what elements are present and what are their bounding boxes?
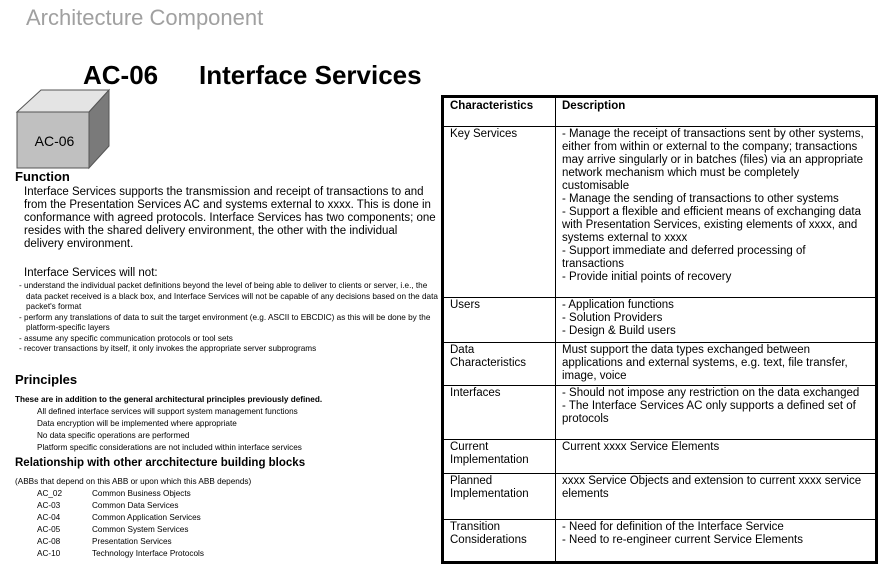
description-line: - Solution Providers [562, 312, 663, 324]
list-item [37, 536, 204, 548]
list-item [37, 548, 204, 560]
list-item [37, 500, 204, 512]
component-name: Interface Services [199, 60, 422, 90]
principles-heading: Principles [15, 372, 78, 387]
abb-code: AC-03 [37, 501, 61, 510]
row-description [556, 127, 876, 298]
page-title [83, 60, 422, 91]
description-line: - Provide initial points of recovery [562, 271, 732, 283]
relationship-heading: Relationship with other arcchitecture building blocks [15, 457, 306, 469]
row-label: Interfaces [444, 386, 556, 440]
description-line: xxxx Service Objects and extension to current xxxx service elements [562, 475, 862, 500]
row-description [556, 440, 876, 474]
abb-name: Presentation Services [92, 537, 172, 546]
list-item: All defined interface services will support system management functions [37, 407, 298, 416]
abb-name: Common Business Objects [92, 489, 191, 498]
abb-list [37, 488, 204, 560]
principles-list [37, 406, 302, 454]
row-label: Planned Implementation [444, 474, 556, 520]
table-row [444, 298, 876, 343]
description-line: - Should not impose any restriction on the data exchanged [562, 387, 860, 399]
list-item [37, 524, 204, 536]
abb-name: Common System Services [92, 525, 189, 534]
table-header-row [444, 98, 876, 127]
function-heading: Function [15, 169, 70, 184]
description-line: - Support immediate and deferred processing of transactions [562, 245, 806, 270]
description-line: - Support a flexible and efficient means of exchanging data with Presentation Services, existing elements of xxxx, and systems external to xxxx [562, 206, 861, 244]
will-not-list [19, 281, 444, 355]
abb-code: AC_02 [37, 489, 63, 498]
abb-name: Common Application Services [92, 513, 201, 522]
list-item [37, 512, 204, 524]
component-code: AC-06 [83, 60, 159, 90]
row-description [556, 520, 876, 562]
list-item: Data encryption will be implemented where appropriate [37, 419, 237, 428]
abb-code: AC-05 [37, 525, 61, 534]
characteristics-table [441, 95, 878, 564]
row-description [556, 474, 876, 520]
description-line: - Design & Build users [562, 325, 676, 337]
description-line: - Need to re-engineer current Service Elements [562, 534, 803, 546]
description-line: - Manage the sending of transactions to other systems [562, 193, 839, 205]
function-text: Interface Services supports the transmission and receipt of transactions to and from the Presentation Services AC and systems external to xxxx. This is done in conformance with agreed protocols. Interface Services has two components; one resides with the shared delivery environment, the other with the individual delivery environment. [24, 186, 436, 250]
list-item: - understand the individual packet definitions beyond the level of being able to deliver to clients or server, i.e., the data packet received is a black box, and Interface Services will not be capable of any decisions based on the data packet's format [19, 281, 444, 313]
abb-name: Common Data Services [92, 501, 179, 510]
table-row [444, 440, 876, 474]
abb-name: Technology Interface Protocols [92, 549, 204, 558]
abb-code: AC-10 [37, 549, 61, 558]
relationship-note: (ABBs that depend on this ABB or upon which this ABB depends) [15, 477, 252, 486]
will-not-heading: Interface Services will not: [24, 267, 158, 279]
row-label: Users [444, 298, 556, 343]
table-row [444, 127, 876, 298]
row-label: Transition Considerations [444, 520, 556, 562]
row-label: Key Services [444, 127, 556, 298]
table-row [444, 474, 876, 520]
description-line: - Need for definition of the Interface Service [562, 521, 784, 533]
row-description [556, 386, 876, 440]
row-description [556, 298, 876, 343]
component-cube-graphic [15, 88, 111, 170]
description-line: - The Interface Services AC only supports a defined set of protocols [562, 400, 856, 425]
column-header-characteristics: Characteristics [444, 98, 556, 127]
list-item: - perform any translations of data to suit the target environment (e.g. ASCII to EBCDIC) as this will be done by the platform-specific layers [19, 313, 444, 334]
abb-code: AC-08 [37, 537, 61, 546]
principles-intro: These are in addition to the general architectural principles previously defined. [15, 395, 323, 404]
description-line: - Application functions [562, 299, 674, 311]
table-row [444, 343, 876, 386]
cube-label: AC-06 [34, 133, 75, 149]
row-label: Current Implementation [444, 440, 556, 474]
description-line: - Manage the receipt of transactions sent by other systems, either from within or external to the company; transactions may arrive singularly or in batches (files) via an appropriate network mechanism which must be completely customisable [562, 128, 864, 192]
list-item: - assume any specific communication protocols or tool sets [19, 334, 444, 345]
list-item: No data specific operations are performed [37, 431, 190, 440]
table-row [444, 520, 876, 562]
row-description [556, 343, 876, 386]
list-item: Platform specific considerations are not included within interface services [37, 443, 302, 452]
description-line: Must support the data types exchanged between applications and external systems, e.g. text, file transfer, image, voice [562, 344, 848, 382]
list-item [37, 488, 204, 500]
abb-code: AC-04 [37, 513, 61, 522]
list-item: - recover transactions by itself, it only invokes the appropriate server subprograms [19, 344, 444, 355]
table-row [444, 386, 876, 440]
column-header-description: Description [556, 98, 876, 127]
description-line: Current xxxx Service Elements [562, 441, 720, 453]
header-title: Architecture Component [26, 5, 264, 30]
row-label: Data Characteristics [444, 343, 556, 386]
